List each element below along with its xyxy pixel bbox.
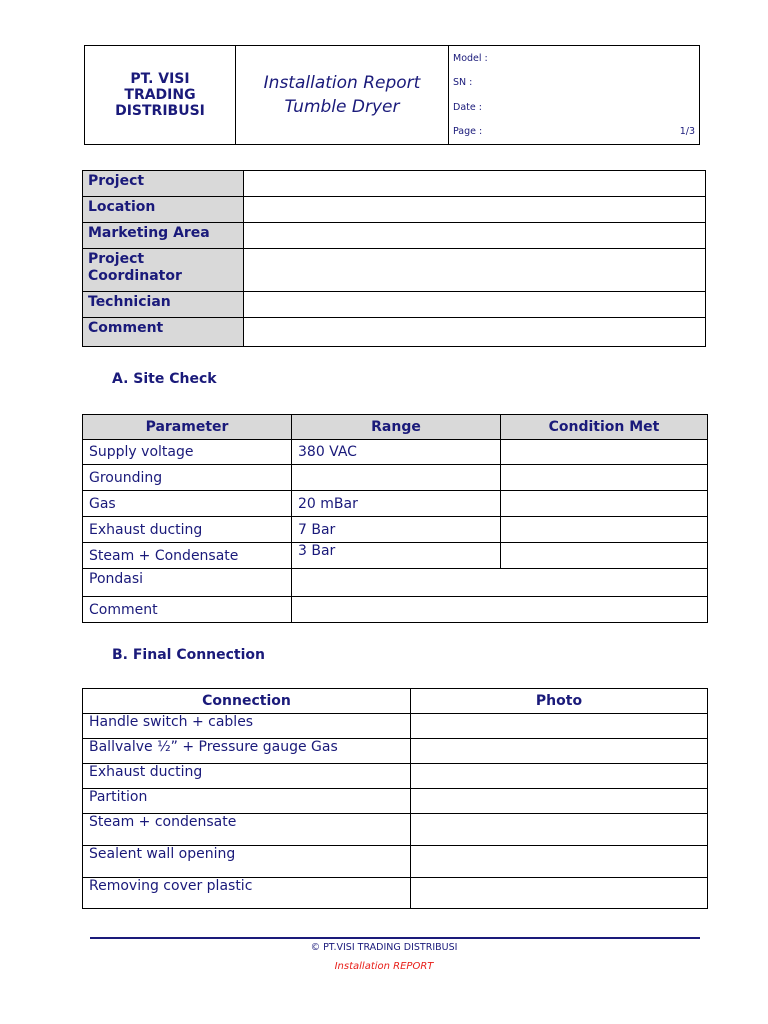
project-coordinator-value-cell[interactable] [244, 249, 706, 292]
table-row [83, 543, 708, 569]
connection-header: Connection [83, 689, 411, 714]
sn-field [453, 71, 695, 96]
comment-value-cell[interactable] [244, 318, 706, 347]
connection-cell: Handle switch + cables [83, 714, 411, 739]
company-name [85, 46, 236, 145]
date-field [453, 95, 695, 120]
site-comment-value-cell[interactable] [292, 597, 708, 623]
project-value-cell[interactable] [244, 171, 706, 197]
model-field [453, 46, 695, 71]
footer-copyright: © PT.VISI TRADING DISTRIBUSI [310, 942, 458, 953]
sn-label: SN : [453, 77, 473, 89]
connection-cell: Sealent wall opening [83, 846, 411, 878]
parameter-cell: Pondasi [83, 569, 292, 597]
date-label: Date : [453, 101, 482, 113]
photo-header: Photo [411, 689, 708, 714]
technician-label: Technician [83, 292, 244, 318]
project-label: Project [83, 171, 244, 197]
document-title [236, 46, 449, 145]
meta-cell [449, 46, 700, 145]
table-row [83, 569, 708, 597]
model-label: Model : [453, 52, 488, 64]
parameter-cell: Steam + Condensate [83, 543, 292, 569]
photo-cell[interactable] [411, 846, 708, 878]
final-connection-table [82, 688, 708, 909]
page-value: 1/3 [679, 126, 695, 138]
connection-cell: Steam + condensate [83, 814, 411, 846]
title-line-1: Installation Report [263, 73, 421, 93]
marketing-area-value-cell[interactable] [244, 223, 706, 249]
table-row [83, 739, 708, 764]
project-coordinator-label: Project Coordinator [83, 249, 244, 292]
title-line-2: Tumble Dryer [284, 97, 400, 117]
parameter-cell: Supply voltage [83, 440, 292, 465]
table-row [83, 878, 708, 909]
table-row [83, 814, 708, 846]
final-connection-title: B. Final Connection [112, 647, 266, 663]
document-header [84, 45, 700, 145]
table-row [83, 846, 708, 878]
photo-cell[interactable] [411, 878, 708, 909]
condition-cell[interactable] [501, 440, 708, 465]
table-row [83, 597, 708, 623]
location-label: Location [83, 197, 244, 223]
condition-met-header: Condition Met [501, 415, 708, 440]
parameter-cell: Comment [83, 597, 292, 623]
photo-cell[interactable] [411, 814, 708, 846]
comment-label: Comment [83, 318, 244, 347]
parameter-header: Parameter [83, 415, 292, 440]
condition-cell[interactable] [501, 517, 708, 543]
connection-cell: Partition [83, 789, 411, 814]
page-label: Page : [453, 126, 483, 138]
parameter-cell: Grounding [83, 465, 292, 491]
condition-cell[interactable] [501, 465, 708, 491]
connection-cell: Exhaust ducting [83, 764, 411, 789]
table-row [83, 764, 708, 789]
condition-cell[interactable] [501, 491, 708, 517]
location-value-cell[interactable] [244, 197, 706, 223]
technician-value-cell[interactable] [244, 292, 706, 318]
marketing-area-label: Marketing Area [83, 223, 244, 249]
project-info-table [82, 170, 706, 347]
pondasi-value-cell[interactable] [292, 569, 708, 597]
parameter-cell: Exhaust ducting [83, 517, 292, 543]
photo-cell[interactable] [411, 714, 708, 739]
company-name-text: PT. VISI TRADING DISTRIBUSI [115, 71, 205, 119]
connection-cell: Removing cover plastic [83, 878, 411, 909]
footer-report-label: Installation REPORT [334, 961, 434, 972]
site-check-title: A. Site Check [112, 371, 217, 387]
photo-cell[interactable] [411, 739, 708, 764]
table-row [83, 465, 708, 491]
table-row [83, 440, 708, 465]
photo-cell[interactable] [411, 764, 708, 789]
site-check-table [82, 414, 708, 623]
photo-cell[interactable] [411, 789, 708, 814]
range-header: Range [292, 415, 501, 440]
condition-cell[interactable] [501, 543, 708, 569]
connection-cell: Ballvalve ½” + Pressure gauge Gas [83, 739, 411, 764]
table-row [83, 517, 708, 543]
page-field [453, 120, 695, 145]
range-cell: 20 mBar [292, 491, 501, 517]
range-cell: 7 Bar [292, 517, 501, 543]
range-cell [292, 465, 501, 491]
table-row [83, 714, 708, 739]
range-cell: 3 Bar [292, 543, 501, 569]
footer-divider [90, 937, 700, 939]
table-row [83, 789, 708, 814]
table-row [83, 491, 708, 517]
parameter-cell: Gas [83, 491, 292, 517]
range-cell: 380 VAC [292, 440, 501, 465]
